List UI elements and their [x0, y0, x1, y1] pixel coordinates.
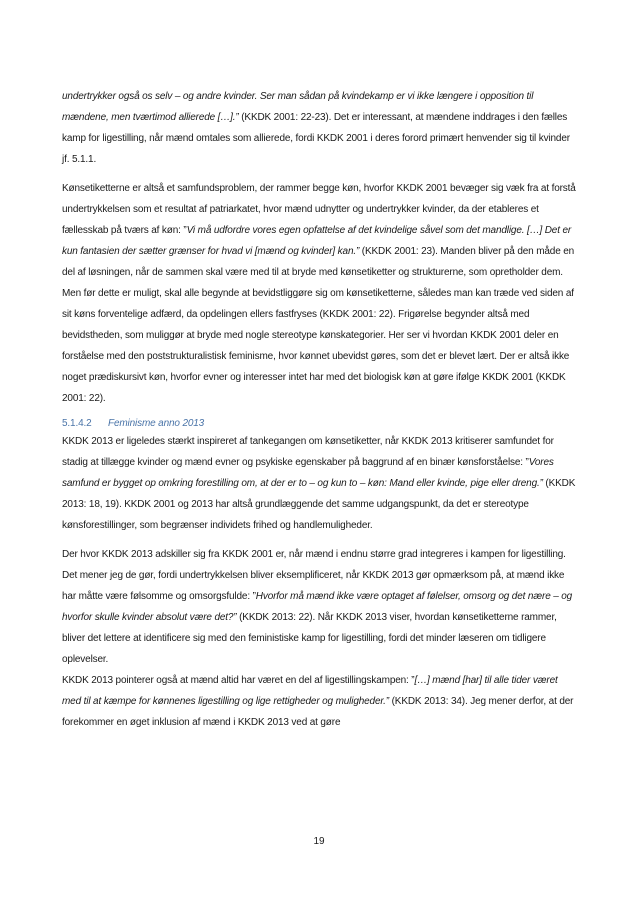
- body-text: (KKDK 2013: 34). Jeg mener derfor, at der forekommer en øget inklusion af mænd i KKDK 2013 ved at gøre: [62, 696, 574, 728]
- section-number: 5.1.4.2: [62, 418, 92, 429]
- quote-text: Vi må udfordre vores egen opfattelse af det kvindelige såvel som det mandlige. […] Det er kun fantasien der sætter grænser for hvad vi [mænd og kvinder] kan.”: [62, 225, 572, 257]
- body-text: Kønsetiketterne er altså et samfundsproblem, der rammer begge køn, hvorfor KKDK 2001 bevæger sig væk fra at forstå undertrykkelsen som et resultat af patriarkatet, hvor mænd udnytter og undertrykker kvinder, da der etableres et fællesskab på tværs af køn: ”: [62, 183, 576, 236]
- paragraph-4: [62, 544, 576, 670]
- paragraph-3: [62, 431, 576, 536]
- page-number: 19: [313, 836, 325, 847]
- quote-text: Hvorfor må mænd ikke være optaget af følelser, omsorg og det nære – og hvorfor skulle kvinder absolut være det?”: [62, 591, 573, 623]
- body-text: KKDK 2013 pointerer også at mænd altid har været en del af ligestillingskampen: ”: [62, 675, 415, 686]
- section-heading: [62, 417, 576, 431]
- document-page: [62, 86, 576, 733]
- paragraph-1: [62, 86, 576, 170]
- body-text: KKDK 2013 er ligeledes stærkt inspireret af tankegangen om kønsetiketter, når KKDK 2013 kritiserer samfundet for stadig at tillægge kvinder og mænd evner og psykiske egenskaber på baggrund af en binær kønsforståelse: ”: [62, 436, 554, 468]
- paragraph-5: [62, 670, 576, 733]
- body-text: (KKDK 2001: 23). Manden bliver på den måde en del af løsningen, når de sammen skal være med til at bryde med kønsetiketter og strukturerne, som opretholder dem. Men før dette er muligt, skal alle begynde at bevidstliggøre sig om kønsetiketterne, således man kan træde ved siden af sit køns forventelige adfærd, da opdelingen ellers fastfryses (KKDK 2001: 22). Frigørelse begynder altså med bevidstheden, som muliggør at bryde med nogle stereotype kønskategorier. Her ser vi hvordan KKDK 2001 deler en forståelse med den poststrukturalistisk feminisme, hvor kønnet ubevidst gøres, som det er blevet lært. Der er altså ikke noget prædiskursivt køn, hvorfor evner og interesser intet har med det biologisk køn at gøre ifølge KKDK 2001 (KKDK 2001: 22).: [62, 246, 575, 404]
- quote-text: […] mænd [har] til alle tider været med til at kæmpe for kønnenes ligestilling og lige rettigheder og muligheder.”: [62, 675, 558, 707]
- body-text: Der hvor KKDK 2013 adskiller sig fra KKDK 2001 er, når mænd i endnu større grad integreres i kampen for ligestilling. Det mener jeg de gør, fordi undertrykkelsen bliver eksemplificeret, når KKDK 2013 gør opmærksom på, at mænd ikke har måtte være følsomme og omsorgsfulde: ”: [62, 549, 566, 602]
- quote-text: undertrykker også os selv – og andre kvinder. Ser man sådan på kvindekamp er vi ikke længere i opposition til mændene, men tværtimod allierede […].”: [62, 91, 534, 123]
- quote-text: Vores samfund er bygget op omkring forestilling om, at der er to – og kun to – køn: Mand eller kvinde, pige eller dreng.”: [62, 457, 554, 489]
- section-title: Feminisme anno 2013: [108, 418, 205, 429]
- body-text: (KKDK 2013: 18, 19). KKDK 2001 og 2013 har altså grundlæggende det samme udgangspunkt, da det er stereotype kønsforestillinger, som begrænser individets frihed og handlemuligheder.: [62, 478, 576, 531]
- body-text: (KKDK 2001: 22-23). Det er interessant, at mændene inddrages i den fælles kamp for ligestilling, når mænd omtales som allierede, fordi KKDK 2001 i deres forord primært henvender sig til kvinder jf. 5.1.1.: [62, 112, 570, 165]
- body-text: (KKDK 2013: 22). Når KKDK 2013 viser, hvordan kønsetiketterne rammer, bliver det lettere at identificere sig med den feministiske kamp for ligestilling, fordi det minder læseren om tidligere oplevelser.: [62, 612, 557, 665]
- paragraph-2: [62, 178, 576, 409]
